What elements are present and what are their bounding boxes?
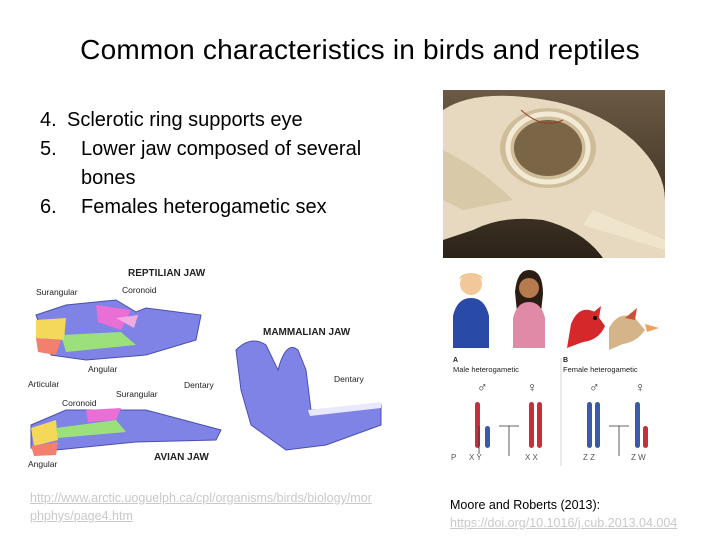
female-symbol-a: ♀ (527, 379, 538, 395)
chromosome-y-male (485, 426, 490, 448)
female-symbol-b: ♀ (635, 379, 646, 395)
genotype-xy: X Y (469, 453, 482, 462)
panel-b-title: Female heterogametic (563, 365, 638, 374)
panel-a-letter: A (453, 357, 459, 364)
bird-skull-photo (443, 90, 665, 258)
panel-a-title: Male heterogametic (453, 365, 519, 374)
list-number: 5. (40, 138, 57, 160)
panel-b-letter: B (563, 357, 569, 364)
label-articular: Articular (28, 379, 60, 389)
heterogametic-sex-figure (449, 266, 671, 466)
doi-link[interactable]: https://doi.org/10.1016/j.cub.2013.04.004 (450, 516, 678, 530)
human-male-illustration (453, 273, 489, 348)
citation-text: Moore and Roberts (2013): (450, 498, 601, 512)
label-dentary: Dentary (184, 380, 214, 390)
human-female-illustration (513, 270, 545, 348)
genotype-xx: X X (525, 453, 538, 462)
avian-jaw-title: AVIAN JAW (154, 452, 209, 463)
genotype-zz: Z Z (583, 453, 595, 462)
male-symbol-a: ♂ (477, 379, 488, 395)
label-coronoid: Coronoid (122, 285, 157, 295)
list-text: Females heterogametic sex (81, 196, 327, 218)
label-angular-avian: Angular (28, 459, 58, 469)
characteristics-list (40, 106, 400, 222)
chromosome-z-male-1 (587, 402, 592, 448)
label-coronoid-avian: Coronoid (62, 398, 97, 408)
male-symbol-b: ♂ (589, 379, 600, 395)
slide-title: Common characteristics in birds and reptiles (80, 34, 640, 65)
jaw-comparison-figure (26, 260, 384, 470)
generation-label: P (451, 453, 457, 462)
list-text: Sclerotic ring supports eye (67, 109, 303, 131)
chromosome-w-female (643, 426, 648, 448)
list-text: Lower jaw composed of several bones (81, 138, 362, 189)
list-number: 4. (40, 109, 57, 131)
reptilian-jaw-title: REPTILIAN JAW (128, 268, 206, 279)
chromosome-x-female-2 (537, 402, 542, 448)
list-item (40, 106, 400, 135)
label-angular: Angular (88, 364, 118, 374)
list-item (40, 193, 400, 222)
list-number: 6. (40, 196, 57, 218)
mammalian-jaw-title: MAMMALIAN JAW (263, 327, 351, 338)
label-surangular-avian: Surangular (116, 389, 158, 399)
label-dentary-mammal: Dentary (334, 374, 364, 384)
chromosome-z-male-2 (595, 402, 600, 448)
source-citation-right (450, 496, 715, 532)
list-item (40, 135, 400, 193)
cardinal-birds-illustration (567, 306, 659, 350)
chromosome-x-female-1 (529, 402, 534, 448)
label-surangular: Surangular (36, 287, 78, 297)
genotype-zw: Z W (631, 453, 646, 462)
mammalian-jaw-shape (236, 341, 381, 450)
chromosome-z-female (635, 402, 640, 448)
source-link-left[interactable]: http://www.arctic.uoguelph.ca/cpl/organisms/birds/biology/morphphys/page4.htm (30, 491, 372, 523)
